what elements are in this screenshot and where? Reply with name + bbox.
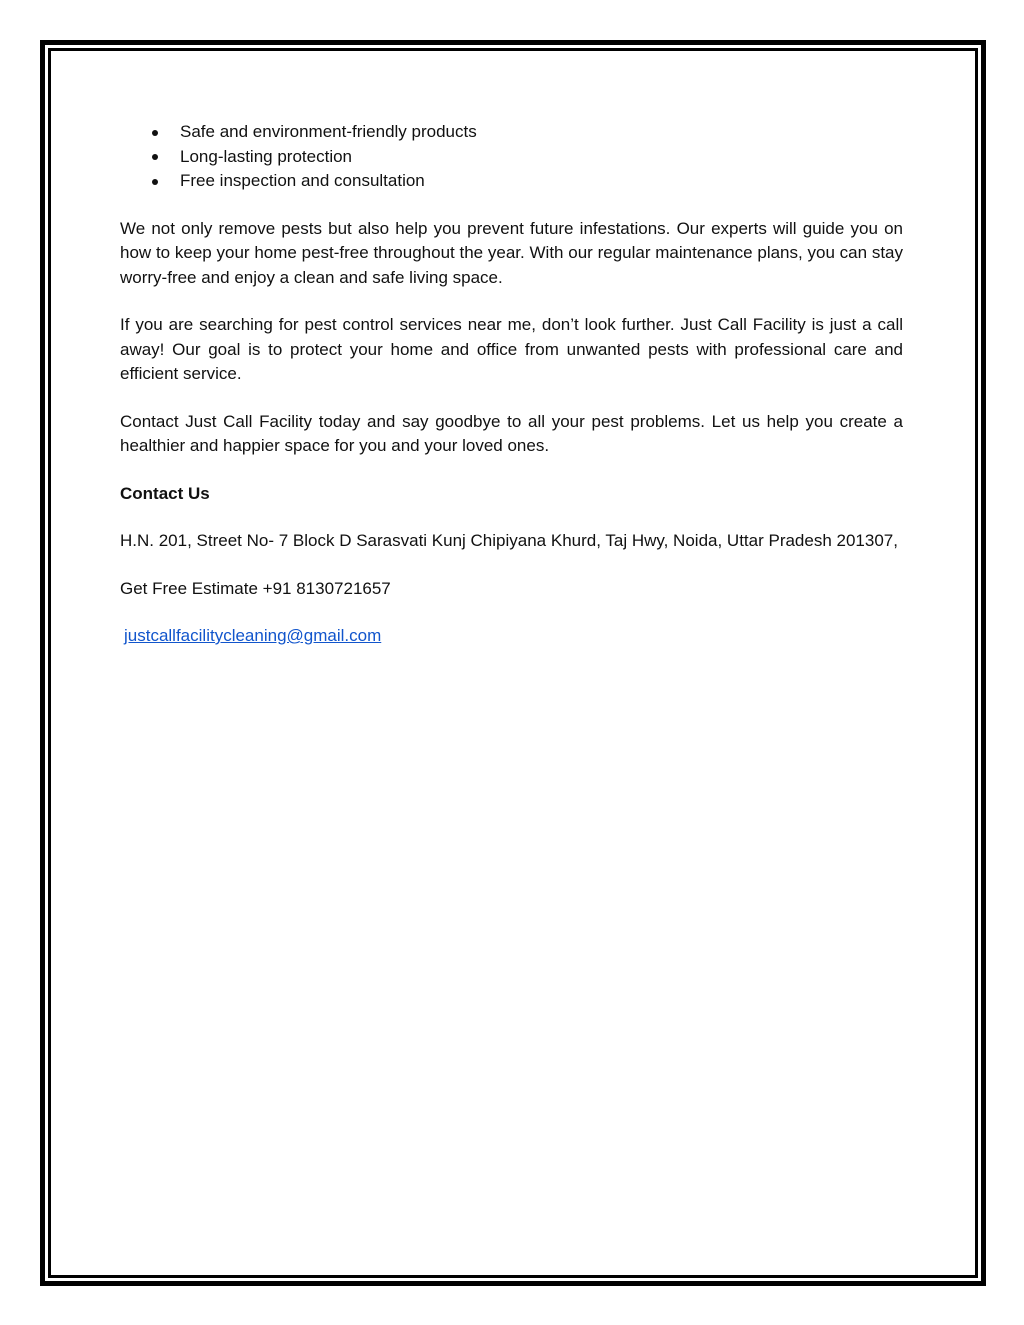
bullet-icon — [152, 130, 158, 136]
list-item — [120, 169, 903, 194]
bullet-icon — [152, 154, 158, 160]
contact-heading: Contact Us — [120, 483, 210, 503]
contact-address: H.N. 201, Street No- 7 Block D Sarasvati Kunj Chipiyana Khurd, Taj Hwy, Noida, Uttar Pradesh 201307, — [120, 531, 898, 550]
features-list — [120, 120, 903, 194]
bullet-icon — [152, 179, 158, 185]
document-body — [120, 120, 903, 649]
paragraph-prevention: We not only remove pests but also help you prevent future infestations. Our experts will guide you on how to keep your home pest-free throughout the year. With our regular maintenance plans, you can stay worry-free and enjoy a clean and safe living space. — [120, 218, 903, 287]
list-item — [120, 145, 903, 170]
contact-email-line — [120, 624, 903, 649]
list-item-text: Free inspection and consultation — [180, 171, 425, 190]
list-item — [120, 120, 903, 145]
paragraph-contact-cta: Contact Just Call Facility today and say goodbye to all your pest problems. Let us help you create a healthier and happier space for you and your loved ones. — [120, 411, 903, 455]
list-item-text: Safe and environment-friendly products — [180, 122, 477, 141]
email-link[interactable]: justcallfacilitycleaning@gmail.com — [124, 626, 382, 645]
paragraph-pest-control: If you are searching for pest control services near me, don’t look further. Just Call Facility is just a call away! Our goal is to protect your home and office from unwanted pests with professional care and efficient service. — [120, 315, 903, 383]
list-item-text: Long-lasting protection — [180, 146, 353, 166]
contact-estimate: Get Free Estimate +91 8130721657 — [120, 578, 391, 598]
